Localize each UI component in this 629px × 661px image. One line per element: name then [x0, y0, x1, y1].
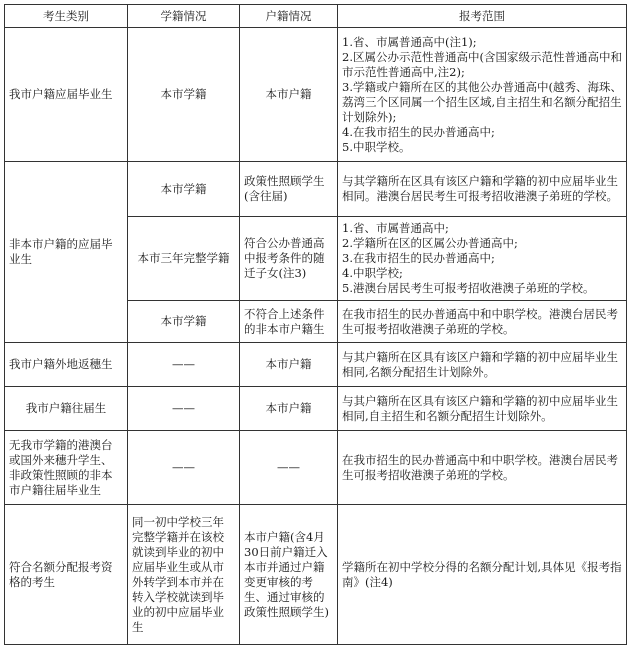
student-status-cell: —— [128, 387, 240, 431]
table-row [5, 505, 627, 645]
household-cell: —— [240, 431, 338, 505]
category-cell: 我市户籍外地返穗生 [5, 343, 128, 387]
admission-scope-table [4, 4, 627, 645]
scope-item: 5.中职学校。 [342, 139, 411, 154]
scope-cell: 与其户籍所在区具有该区户籍和学籍的初中应届毕业生相同,名额分配招生计划除外。 [338, 343, 627, 387]
scope-cell [338, 217, 627, 301]
table-row [5, 431, 627, 505]
header-student-status: 学籍情况 [128, 5, 240, 28]
header-scope: 报考范围 [338, 5, 627, 28]
category-cell: 无我市学籍的港澳台或国外来穗升学生、非政策性照顾的非本市户籍往届毕业生 [5, 431, 128, 505]
header-category: 考生类别 [5, 5, 128, 28]
header-household: 户籍情况 [240, 5, 338, 28]
student-status-cell: 本市学籍 [128, 162, 240, 217]
category-cell: 符合名额分配报考资格的考生 [5, 505, 128, 645]
student-status-cell: 本市学籍 [128, 301, 240, 343]
scope-item: 2.区属公办示范性普通高中(含国家级示范性普通高中和市示范性普通高中,注2); [342, 49, 622, 79]
student-status-cell: —— [128, 343, 240, 387]
scope-cell: 与其学籍所在区具有该区户籍和学籍的初中应届毕业生相同。港澳台居民考生可报考招收港澳子弟班的学校。 [338, 162, 627, 217]
scope-item: 3.学籍或户籍所在区的其他公办普通高中(越秀、海珠、荔湾三个区同属一个招生区域,自主招生和名额分配招生计划除外); [342, 79, 622, 124]
student-status-cell: 本市学籍 [128, 28, 240, 162]
student-status-cell: 本市三年完整学籍 [128, 217, 240, 301]
scope-item: 2.学籍所在区的区属公办普通高中; [342, 236, 518, 250]
household-cell: 政策性照顾学生(含往届) [240, 162, 338, 217]
scope-cell [338, 28, 627, 162]
scope-item: 1.省、市属普通高中(注1); [342, 34, 477, 49]
scope-cell: 与其户籍所在区具有该区户籍和学籍的初中应届毕业生相同,自主招生和名额分配招生计划除外。 [338, 387, 627, 431]
table-row [5, 343, 627, 387]
scope-item: 4.中职学校; [342, 266, 403, 280]
household-cell: 本市户籍 [240, 28, 338, 162]
scope-cell: 在我市招生的民办普通高中和中职学校。港澳台居民考生可报考招收港澳子弟班的学校。 [338, 301, 627, 343]
student-status-cell: 同一初中学校三年完整学籍并在该校就读到毕业的初中应届毕业生或从市外转学到本市并在转入学校就读到毕业的初中应届毕业生 [128, 505, 240, 645]
scope-item: 3.在我市招生的民办普通高中; [342, 251, 495, 265]
category-cell: 我市户籍应届毕业生 [5, 28, 128, 162]
scope-cell: 在我市招生的民办普通高中和中职学校。港澳台居民考生可报考招收港澳子弟班的学校。 [338, 431, 627, 505]
table-row [5, 162, 627, 217]
scope-item: 4.在我市招生的民办普通高中; [342, 124, 495, 139]
scope-item: 1.省、市属普通高中; [342, 221, 449, 235]
household-cell: 本市户籍(含4月30日前户籍迁入本市并通过户籍变更审核的考生、通过审核的政策性照顾学生) [240, 505, 338, 645]
table-row [5, 387, 627, 431]
household-cell: 本市户籍 [240, 343, 338, 387]
student-status-cell: —— [128, 431, 240, 505]
household-cell: 不符合上述条件的非本市户籍生 [240, 301, 338, 343]
table-header-row [5, 5, 627, 28]
category-cell: 非本市户籍的应届毕业生 [5, 162, 128, 343]
scope-cell: 学籍所在初中学校分得的名额分配计划,具体见《报考指南》(注4) [338, 505, 627, 645]
household-cell: 符合公办普通高中报考条件的随迁子女(注3) [240, 217, 338, 301]
scope-item: 5.港澳台居民考生可报考招收港澳子弟班的学校。 [342, 281, 595, 295]
household-cell: 本市户籍 [240, 387, 338, 431]
category-cell: 我市户籍往届生 [5, 387, 128, 431]
table-row [5, 28, 627, 162]
